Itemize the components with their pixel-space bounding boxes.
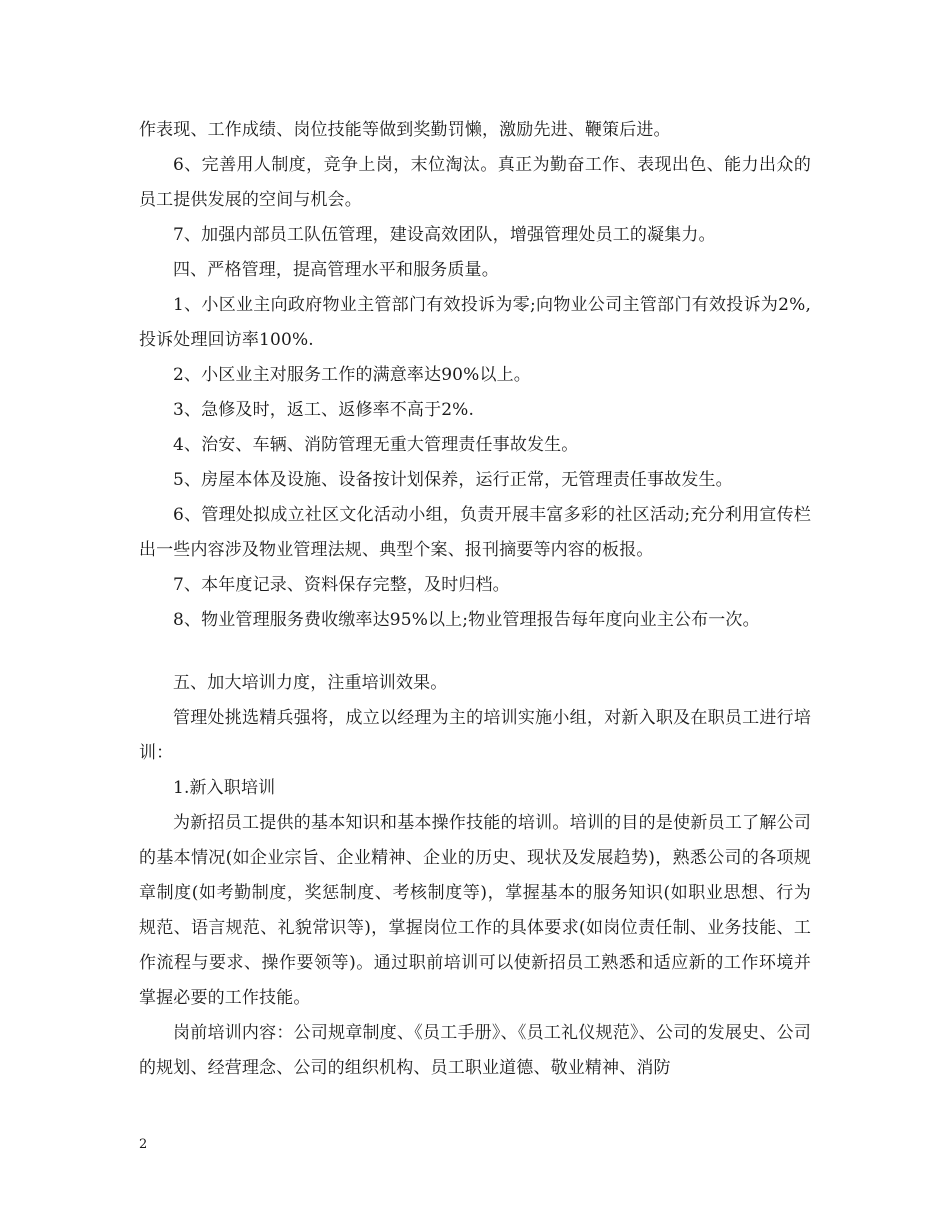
section-heading-five: 五、加大培训力度，注重培训效果。 xyxy=(173,673,448,693)
page-number: 2 xyxy=(139,1137,148,1152)
paragraph-item-5-maintenance: 5、房屋本体及设施、设备按计划保养，运行正常，无管理责任事故发生。 xyxy=(173,470,733,490)
paragraph-pre-job-training: 岗前培训内容：公司规章制度、《员工手册》、《员工礼仪规范》、公司的发展史、公司的规划、经营理念、公司的组织机构、员工职业道德、敬业精神、消防 xyxy=(139,1023,811,1078)
subheading-new-hire-training: 1.新入职培训 xyxy=(173,778,276,798)
paragraph-item-4-security: 4、治安、车辆、消防管理无重大管理责任事故发生。 xyxy=(173,435,579,455)
paragraph-item-6-employment: 6、完善用人制度，竞争上岗，末位淘汰。真正为勤奋工作、表现出色、能力出众的员工提供发展的空间与机会。 xyxy=(139,155,811,210)
document-body xyxy=(139,113,811,1086)
paragraph-continuation: 作表现、工作成绩、岗位技能等做到奖勤罚懒，激励先进、鞭策后进。 xyxy=(139,120,671,140)
paragraph-item-3-repairs: 3、急修及时，返工、返修率不高于2%. xyxy=(173,400,475,420)
paragraph-item-1-complaints: 1、小区业主向政府物业主管部门有效投诉为零;向物业公司主管部门有效投诉为2%,投诉处理回访率100%. xyxy=(139,295,811,350)
paragraph-item-2-satisfaction: 2、小区业主对服务工作的满意率达90%以上。 xyxy=(173,365,531,385)
paragraph-item-7-records: 7、本年度记录、资料保存完整，及时归档。 xyxy=(173,575,510,595)
paragraph-training-intro: 管理处挑选精兵强将，成立以经理为主的培训实施小组，对新入职及在职员工进行培训： xyxy=(139,708,811,763)
paragraph-new-hire-training: 为新招员工提供的基本知识和基本操作技能的培训。培训的目的是使新员工了解公司的基本情况(如企业宗旨、企业精神、企业的历史、现状及发展趋势)，熟悉公司的各项规章制度(如考勤制度，奖惩制度、考核制度等)，掌握基本的服务知识(如职业思想、行为规范、语言规范、礼貌常识等)，掌握岗位工作的具体要求(如岗位责任制、业务技能、工作流程与要求、操作要领等)。通过职前培训可以使新招员工熟悉和适应新的工作环境并掌握必要的工作技能。 xyxy=(139,813,811,1008)
paragraph-item-8-fees: 8、物业管理服务费收缴率达95%以上;物业管理报告每年度向业主公布一次。 xyxy=(173,610,760,630)
paragraph-item-6-community: 6、管理处拟成立社区文化活动小组，负责开展丰富多彩的社区活动;充分利用宣传栏出一些内容涉及物业管理法规、典型个案、报刊摘要等内容的板报。 xyxy=(139,505,811,560)
section-heading-four: 四、严格管理，提高管理水平和服务质量。 xyxy=(173,260,499,280)
paragraph-item-7-team: 7、加强内部员工队伍管理，建设高效团队，增强管理处员工的凝集力。 xyxy=(173,225,716,245)
